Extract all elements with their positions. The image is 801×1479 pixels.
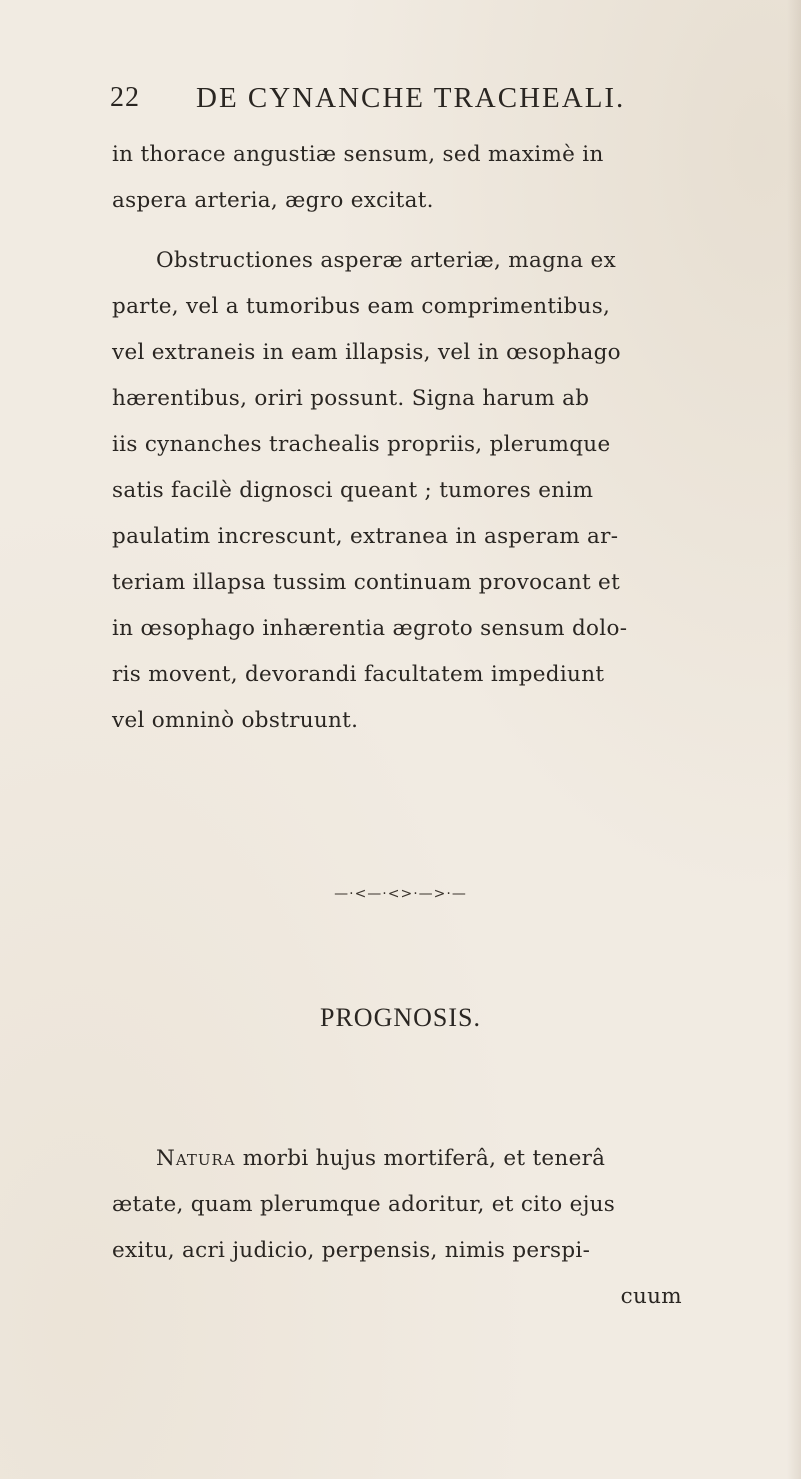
text-line: in œsophago inhærentia ægroto sensum dolo- xyxy=(112,616,628,641)
text-line: vel omninò obstruunt. xyxy=(112,708,359,733)
paragraph-obstructiones xyxy=(112,238,692,744)
main-text-block xyxy=(112,132,692,744)
text-line: hærentibus, oriri possunt. Signa harum ab xyxy=(112,386,590,411)
paragraph-continuation xyxy=(112,132,692,224)
text-line: exitu, acri judicio, perpensis, nimis perspi- xyxy=(112,1238,591,1263)
text-line: parte, vel a tumoribus eam comprimentibus, xyxy=(112,294,611,319)
lead-word: Natura xyxy=(156,1146,236,1171)
section-ornament: —·<—·<>·—>·— xyxy=(334,886,467,902)
page-number: 22 xyxy=(110,82,140,113)
text-line: Obstructiones asperæ arteriæ, magna ex xyxy=(156,248,616,273)
first-line-rest: morbi hujus mortiferâ, et tenerâ xyxy=(235,1146,606,1171)
text-line: teriam illapsa tussim continuam provocant et xyxy=(112,570,621,595)
page-edge-shadow xyxy=(787,0,801,1479)
catchword: cuum xyxy=(620,1284,682,1309)
page-header xyxy=(110,78,710,118)
section-title: PROGNOSIS. xyxy=(320,1003,481,1032)
text-line: vel extraneis in eam illapsis, vel in œsophago xyxy=(112,340,621,365)
text-line xyxy=(112,1136,692,1182)
text-line: satis facilè dignosci queant ; tumores enim xyxy=(112,478,594,503)
text-line: aspera arteria, ægro excitat. xyxy=(112,188,434,213)
text-line: ætate, quam plerumque adoritur, et cito ejus xyxy=(112,1192,616,1217)
text-line: iis cynanches trachealis propriis, plerumque xyxy=(112,432,611,457)
running-head: DE CYNANCHE TRACHEALI. xyxy=(196,82,626,114)
text-line: ris movent, devorandi facultatem impediunt xyxy=(112,662,605,687)
text-line: paulatim increscunt, extranea in asperam ar- xyxy=(112,524,619,549)
prognosis-text-block xyxy=(112,1136,692,1320)
text-line: in thorace angustiæ sensum, sed maximè in xyxy=(112,142,604,167)
